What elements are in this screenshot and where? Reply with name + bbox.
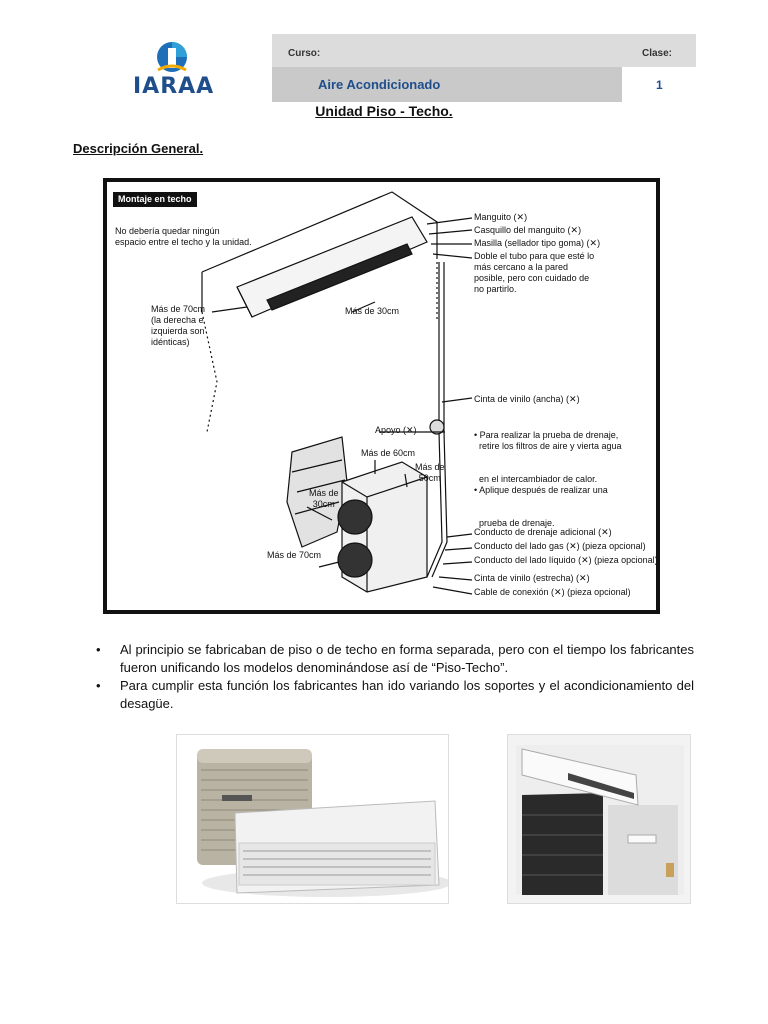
bullet-item: • Al principio se fabricaban de piso o de techo en forma separada, pero con el tiempo los fabricantes fueron unificando los modelos denominándose así de “Piso-Techo”. — [96, 641, 694, 677]
bullet-list — [96, 641, 694, 713]
manguito-label: Manguito (✕) — [474, 212, 528, 222]
bullet-item: • Para cumplir esta función los fabricantes han ido variando los soportes y el acondicionamiento del desagüe. — [96, 677, 694, 713]
cinta-estrecha-label: Cinta de vinilo (estrecha) (✕) — [474, 573, 590, 583]
logo-wordmark: IARAA — [133, 74, 215, 99]
lado-liquido-label: Conducto del lado líquido (✕) (pieza opcional) — [474, 555, 658, 565]
montaje-en-techo-label: Montaje en techo — [113, 192, 197, 207]
apoyo-label: Apoyo (✕) — [375, 425, 417, 435]
masilla-label: Masilla (sellador tipo goma) (✕) — [474, 238, 601, 248]
ac-units-image — [177, 735, 449, 904]
installed-unit-photo — [507, 734, 691, 904]
curso-value: Aire Acondicionado — [272, 67, 622, 102]
mas-70cm-side-label: Más de 70cm (la derecha e izquierda son idénticas) — [151, 304, 206, 347]
cable-conexion-label: Cable de conexión (✕) (pieza opcional) — [474, 587, 631, 597]
cinta-ancha-label: Cinta de vinilo (ancha) (✕) — [474, 394, 580, 404]
doble-tubo-note: Doble el tubo para que esté lo más cercano a la pared posible, pero con cuidado de no partirlo. — [474, 251, 595, 294]
course-header-table — [272, 34, 696, 102]
ceiling-installation-image — [508, 735, 691, 904]
mas-30cm-outdoor-label: Más de 30cm — [309, 488, 339, 509]
cinta-ancha-notes: • Para realizar la prueba de drenaje, retire los filtros de aire y vierta agua en el intercambiador de calor. • Aplique después de realizar una prueba de drenaje. — [474, 430, 622, 528]
no-gap-label: No debería quedar ningún espacio entre el techo y la unidad. — [115, 226, 252, 247]
product-photo-units — [176, 734, 449, 904]
mas-70cm-bottom-label: Más de 70cm — [267, 550, 322, 560]
clase-label: Clase: — [622, 34, 696, 67]
curso-label: Curso: — [272, 34, 622, 67]
page-title: Unidad Piso - Techo. — [315, 103, 453, 119]
section-heading: Descripción General. — [73, 141, 204, 156]
mas-60cm-label: Más de 60cm — [361, 448, 416, 458]
drenaje-label: Conducto de drenaje adicional (✕) — [474, 527, 612, 537]
installation-diagram — [103, 178, 660, 614]
mas-30cm-label: Más de 30cm — [345, 306, 400, 316]
clase-value: 1 — [622, 67, 696, 102]
lado-gas-label: Conducto del lado gas (✕) (pieza opcional) — [474, 541, 646, 551]
casquillo-label: Casquillo del manguito (✕) — [474, 225, 582, 235]
mas-50cm-label: Más de 50cm — [415, 462, 445, 483]
